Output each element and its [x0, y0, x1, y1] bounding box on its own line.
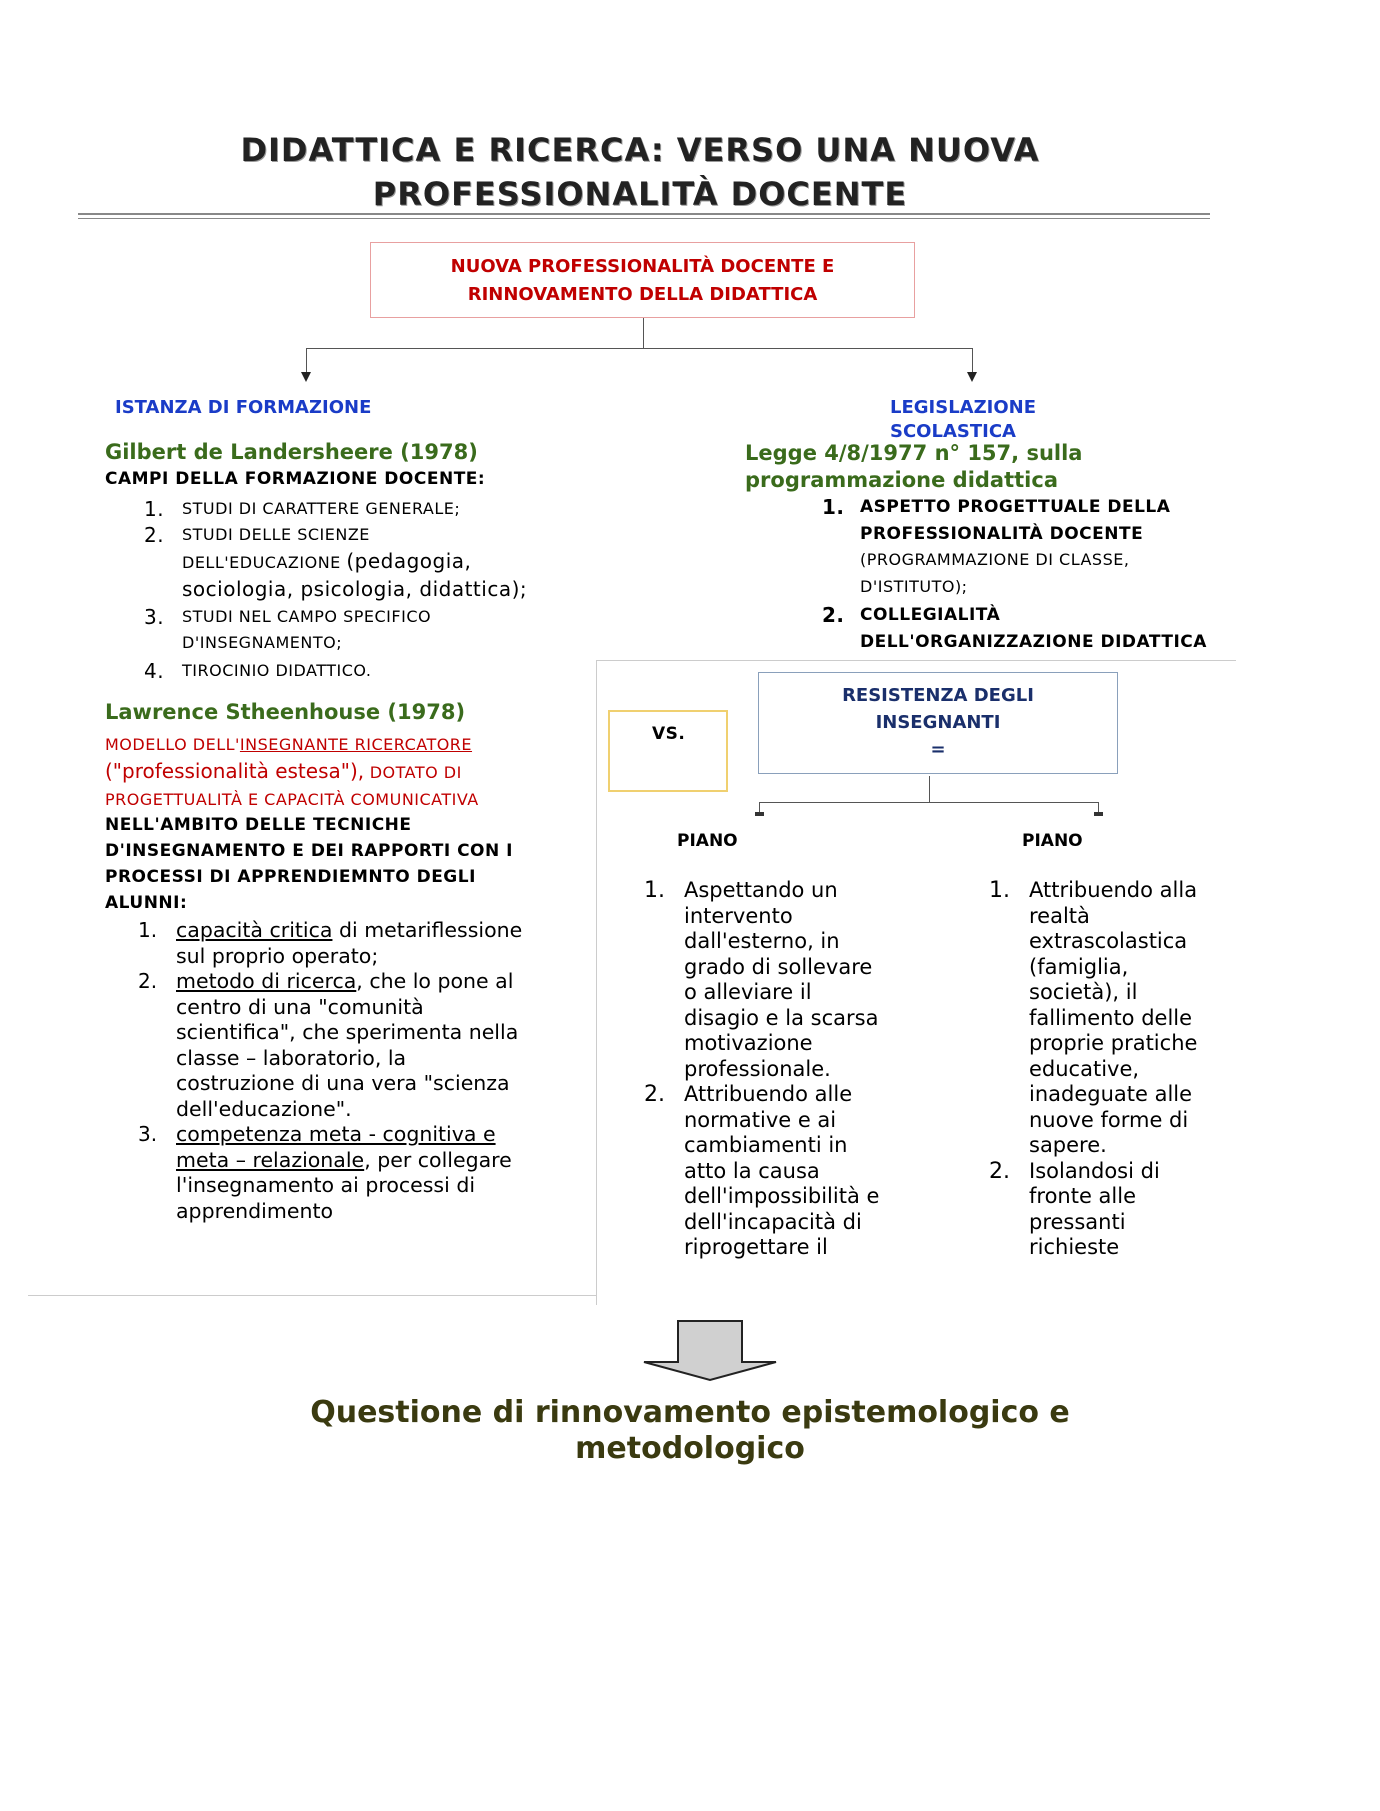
resistenza-connector-vertical	[929, 776, 930, 802]
branch-legislazione-line-2: SCOLASTICA	[890, 421, 1016, 442]
list-item	[144, 658, 582, 684]
list-line: Isolandosi di	[1029, 1158, 1160, 1183]
gilbert-list	[144, 496, 582, 684]
list-line: (famiglia,	[1029, 954, 1129, 979]
main-concept-line-2: RINNOVAMENTO DELLA DIDATTICA	[467, 284, 818, 305]
list-line: dell'educazione".	[176, 1096, 352, 1121]
list-line: Attribuendo alla	[1029, 878, 1198, 902]
title-line-2: PROFESSIONALITÀ DOCENTE	[372, 175, 908, 213]
bold-line: ALUNNI:	[105, 893, 188, 913]
lawrence-red-line-1	[105, 731, 575, 758]
list-line: extrascolastica	[1029, 929, 1188, 953]
list-item	[989, 878, 1239, 1159]
bold-line: D'INSEGNAMENTO E DEI RAPPORTI CON I	[105, 841, 513, 861]
list-number: 1.	[644, 878, 665, 903]
panel-edge-vertical	[596, 660, 597, 1305]
list-number: 2.	[822, 603, 845, 627]
list-line: educative,	[1029, 1056, 1140, 1081]
list-line: ASPETTO PROGETTUALE DELLA	[860, 497, 1171, 517]
list-line: sociologia, psicologia, didattica);	[182, 577, 528, 601]
list-line	[176, 1122, 596, 1148]
list-line: TIROCINIO DIDATTICO.	[182, 661, 372, 680]
connector-right-drop	[972, 348, 973, 372]
arrow-down-icon	[301, 372, 311, 382]
list-line	[182, 548, 582, 576]
text-fragment: DELL'EDUCAZIONE	[182, 553, 347, 572]
list-line: scientifica", che sperimenta nella	[176, 1020, 519, 1044]
gilbert-heading: Gilbert de Landersheere (1978)	[105, 440, 478, 464]
arrow-down-icon	[1094, 812, 1103, 816]
list-line: riprogettare il	[684, 1235, 828, 1259]
text-fragment: DOTATO DI	[364, 763, 462, 782]
list-number: 2.	[138, 969, 158, 993]
legge-list	[822, 494, 1240, 655]
title-line-1: DIDATTICA E RICERCA: VERSO UNA NUOVA	[240, 131, 1040, 169]
list-line	[176, 969, 596, 995]
lawrence-bold-text	[105, 812, 605, 916]
list-line: dell'incapacità di	[684, 1209, 862, 1234]
legge-heading-line-1: Legge 4/8/1977 n° 157, sulla	[745, 441, 1083, 465]
list-item	[144, 604, 582, 656]
list-line: pressanti	[1029, 1209, 1126, 1234]
list-line: Aspettando un	[684, 878, 838, 902]
text-fragment: , che lo pone al	[356, 969, 514, 993]
arrow-down-icon	[967, 372, 977, 382]
panel-edge-bottom	[28, 1295, 596, 1296]
text-fragment: ("professionalità estesa"),	[105, 759, 365, 783]
list-number: 1.	[822, 495, 845, 519]
branch-istanza-formazione: ISTANZA DI FORMAZIONE	[115, 397, 372, 418]
bold-line: NELL'AMBITO DELLE TECNICHE	[105, 815, 412, 835]
piano-label-left: PIANO	[677, 831, 738, 851]
list-number: 1.	[144, 497, 165, 521]
resistenza-connector-horizontal	[759, 802, 1098, 803]
text-fragment: capacità critica	[176, 918, 333, 942]
list-line	[176, 918, 596, 944]
list-line: dell'impossibilità e	[684, 1184, 880, 1208]
list-item	[822, 602, 1240, 655]
lawrence-red-line-2	[105, 758, 575, 786]
list-line: professionale.	[684, 1056, 831, 1081]
text-fragment: di metariflessione	[332, 918, 523, 942]
list-line: disagio e la scarsa	[684, 1005, 879, 1030]
list-line: nuove forme di	[1029, 1107, 1189, 1132]
legge-heading-line-2: programmazione didattica	[745, 468, 1058, 492]
text-fragment: MODELLO DELL'	[105, 735, 240, 754]
list-line: costruzione di una vera "scienza	[176, 1071, 510, 1095]
list-line: fallimento delle	[1029, 1005, 1193, 1030]
list-number: 2.	[644, 1082, 665, 1107]
list-line: normative e ai	[684, 1107, 837, 1132]
legge-heading	[745, 440, 1082, 494]
list-line: COLLEGIALITÀ	[860, 605, 1001, 625]
title-rule	[78, 213, 1210, 215]
list-line: (PROGRAMMAZIONE DI CLASSE,	[860, 550, 1130, 569]
text-fragment: meta – relazionale	[176, 1147, 365, 1172]
lawrence-heading: Lawrence Stheenhouse (1978)	[105, 700, 466, 724]
connector-vertical	[643, 318, 644, 348]
final-statement	[0, 1395, 1380, 1467]
list-line: DELL'ORGANIZZAZIONE DIDATTICA	[860, 631, 1207, 652]
list-line: realtà	[1029, 903, 1090, 928]
arrow-down-icon	[755, 812, 764, 816]
branch-legislazione-line-1: LEGISLAZIONE	[890, 397, 1037, 418]
list-item	[144, 496, 582, 522]
list-number: 3.	[138, 1122, 158, 1146]
resistenza-line-2: INSEGNANTI	[875, 712, 1001, 733]
list-number: 4.	[144, 659, 165, 683]
list-line: dall'esterno, in	[684, 929, 840, 953]
list-number: 2.	[989, 1158, 1010, 1184]
list-line: motivazione	[684, 1031, 813, 1055]
branch-legislazione	[890, 396, 1090, 442]
list-line: classe – laboratorio, la	[176, 1045, 407, 1070]
main-concept-line-1: NUOVA PROFESSIONALITÀ DOCENTE E	[450, 256, 835, 277]
list-line: PROFESSIONALITÀ DOCENTE	[860, 523, 1144, 544]
list-item	[144, 522, 582, 602]
list-item	[644, 1082, 904, 1261]
lawrence-list	[138, 918, 596, 1223]
list-item	[822, 494, 1240, 600]
text-fragment: (pedagogia,	[346, 549, 472, 573]
lawrence-red-line-3: PROGETTUALITÀ E CAPACITÀ COMUNICATIVA	[105, 790, 479, 809]
final-line-2: metodologico	[575, 1431, 805, 1466]
piano-left-list	[644, 878, 904, 1259]
vs-box	[608, 710, 728, 792]
insegnante-ricercatore-link: INSEGNANTE RICERCATORE	[239, 735, 473, 754]
final-line-1: Questione di rinnovamento epistemologico e	[310, 1395, 1070, 1430]
resistenza-box	[758, 672, 1118, 774]
list-line: STUDI DI CARATTERE GENERALE;	[182, 499, 461, 518]
list-line: proprie pratiche	[1029, 1031, 1198, 1055]
gilbert-subheading: CAMPI DELLA FORMAZIONE DOCENTE:	[105, 469, 486, 489]
title-rule-thin	[78, 218, 1210, 219]
vs-label: VS.	[652, 724, 686, 744]
list-number: 2.	[144, 523, 165, 547]
list-line: l'insegnamento ai processi di	[176, 1173, 476, 1197]
list-line: sapere.	[1029, 1133, 1107, 1157]
list-line	[176, 1148, 596, 1174]
list-line: richieste	[1029, 1235, 1120, 1259]
list-number: 1.	[989, 878, 1010, 903]
list-line: sul proprio operato;	[176, 943, 379, 968]
text-fragment: metodo di ricerca	[176, 969, 357, 993]
resistenza-line-1: RESISTENZA DEGLI	[842, 685, 1034, 706]
list-line: centro di una "comunità	[176, 994, 424, 1019]
connector-left-drop	[306, 348, 307, 372]
piano-label-right: PIANO	[1022, 831, 1083, 851]
text-fragment: competenza meta - cognitiva e	[176, 1122, 496, 1146]
lawrence-red-text	[105, 731, 575, 813]
connector-horizontal	[306, 348, 973, 349]
list-line: Attribuendo alle	[684, 1082, 853, 1106]
list-line: intervento	[684, 903, 793, 928]
resistenza-line-3: =	[930, 739, 946, 760]
page-title	[0, 128, 1280, 216]
list-line: società), il	[1029, 980, 1138, 1004]
list-line: STUDI DELLE SCIENZE	[182, 525, 370, 544]
list-line: inadeguate alle	[1029, 1082, 1193, 1106]
list-item	[644, 878, 904, 1082]
piano-right-list	[989, 878, 1239, 1259]
bold-line: PROCESSI DI APPRENDIEMNTO DEGLI	[105, 867, 476, 887]
big-arrow-down-icon	[640, 1320, 780, 1382]
list-line: D'INSEGNAMENTO;	[182, 633, 343, 652]
main-concept-box	[370, 242, 915, 318]
list-line: apprendimento	[176, 1198, 334, 1223]
list-line: fronte alle	[1029, 1184, 1137, 1208]
list-line: o alleviare il	[684, 980, 812, 1004]
panel-edge-horizontal	[596, 660, 1236, 661]
list-line: atto la causa	[684, 1158, 820, 1183]
list-number: 3.	[144, 605, 165, 629]
list-line: D'ISTITUTO);	[860, 576, 968, 596]
list-line: cambiamenti in	[684, 1133, 848, 1157]
list-item	[989, 1158, 1239, 1261]
list-line: grado di sollevare	[684, 954, 873, 979]
list-item	[138, 918, 596, 969]
list-number: 1.	[138, 918, 158, 942]
list-item	[138, 969, 596, 1122]
list-item	[138, 1122, 596, 1224]
text-fragment: , per collegare	[364, 1147, 512, 1172]
list-line: STUDI NEL CAMPO SPECIFICO	[182, 607, 432, 626]
